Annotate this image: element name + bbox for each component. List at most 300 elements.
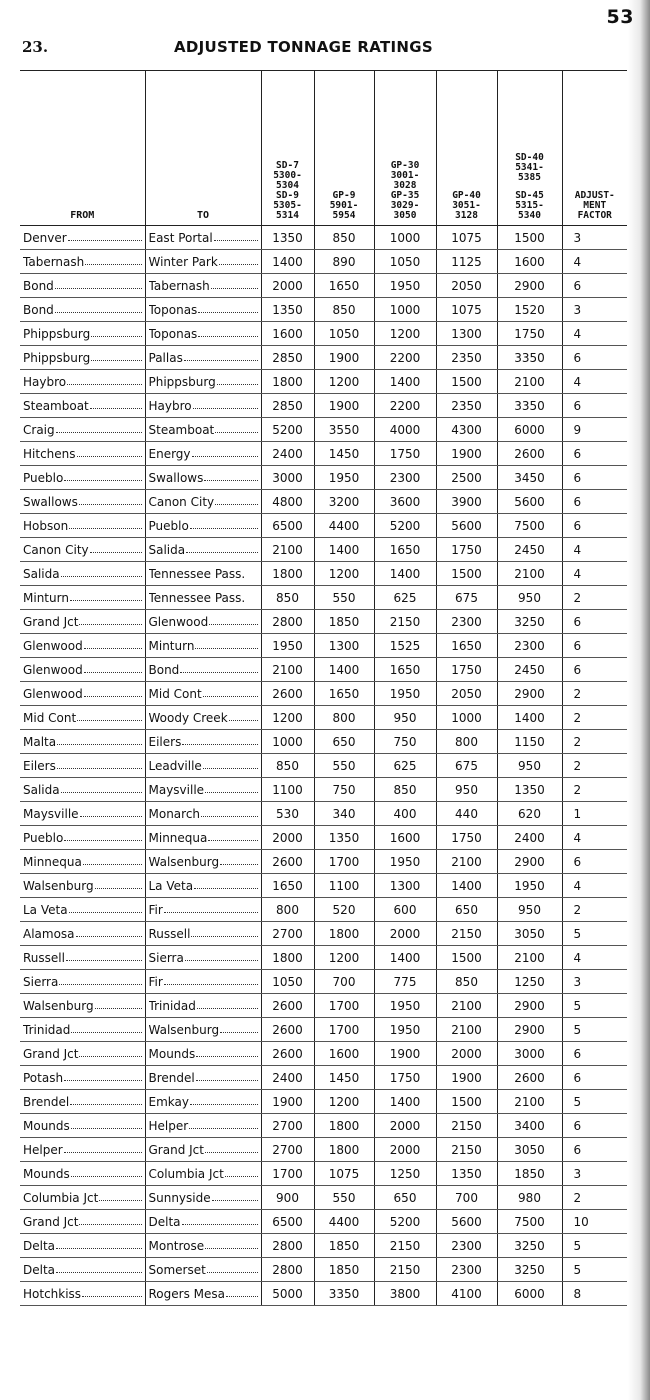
leader-dots	[80, 814, 142, 817]
table-row	[20, 346, 627, 370]
cell-sd40: 3250	[497, 1258, 562, 1282]
table-row	[20, 1162, 627, 1186]
leader-dots	[56, 430, 142, 433]
cell-from	[20, 682, 145, 706]
cell-sd7: 2850	[261, 346, 314, 370]
cell-sd7: 1650	[261, 874, 314, 898]
cell-sd7: 2600	[261, 994, 314, 1018]
cell-gp9: 1800	[314, 1138, 374, 1162]
cell-sd7: 530	[261, 802, 314, 826]
table-header	[20, 71, 627, 226]
cell-sd40: 2100	[497, 1090, 562, 1114]
table-row	[20, 394, 627, 418]
column-header-line: 5304	[276, 180, 299, 191]
cell-from	[20, 610, 145, 634]
leader-dots	[215, 430, 257, 433]
cell-factor: 1	[562, 802, 627, 826]
cell-gp30: 1400	[374, 370, 436, 394]
cell-gp9: 750	[314, 778, 374, 802]
cell-gp30: 1650	[374, 658, 436, 682]
origin-station: Salida	[23, 566, 60, 581]
cell-sd40: 3400	[497, 1114, 562, 1138]
cell-gp9: 1350	[314, 826, 374, 850]
table-row	[20, 922, 627, 946]
column-header-line: 5341-	[515, 162, 544, 173]
table-row	[20, 250, 627, 274]
column-header-line: SD-45	[515, 190, 544, 201]
cell-gp9: 1450	[314, 442, 374, 466]
cell-gp9: 1850	[314, 610, 374, 634]
origin-station: Mounds	[23, 1166, 70, 1181]
table-row	[20, 298, 627, 322]
cell-to	[145, 274, 261, 298]
destination-station: Helper	[148, 1118, 189, 1133]
cell-factor: 2	[562, 898, 627, 922]
destination-station: Somerset	[148, 1262, 206, 1277]
destination-station: Fir	[148, 902, 163, 917]
cell-factor: 2	[562, 778, 627, 802]
leader-dots	[186, 550, 257, 553]
cell-from	[20, 298, 145, 322]
cell-gp9: 1950	[314, 466, 374, 490]
cell-gp9: 890	[314, 250, 374, 274]
destination-station: Toponas	[148, 302, 198, 317]
cell-sd7: 1350	[261, 298, 314, 322]
table-row	[20, 634, 627, 658]
cell-factor: 6	[562, 1138, 627, 1162]
origin-station: Hobson	[23, 518, 69, 533]
table-row	[20, 778, 627, 802]
cell-to	[145, 730, 261, 754]
cell-sd7: 2400	[261, 442, 314, 466]
leader-dots	[205, 1150, 258, 1153]
destination-station: Haybro	[148, 398, 192, 413]
destination-station: Russell	[148, 926, 191, 941]
cell-gp30: 2000	[374, 922, 436, 946]
cell-to	[145, 514, 261, 538]
cell-gp9: 1650	[314, 274, 374, 298]
cell-factor: 4	[562, 538, 627, 562]
cell-sd7: 850	[261, 586, 314, 610]
cell-gp40: 440	[436, 802, 497, 826]
leader-dots	[55, 286, 142, 289]
column-header-gp9	[314, 71, 374, 226]
destination-station: Tennessee Pass.	[148, 590, 246, 605]
destination-station: Bond	[148, 662, 180, 677]
cell-sd40: 7500	[497, 514, 562, 538]
leader-dots	[195, 646, 257, 649]
cell-to	[145, 442, 261, 466]
cell-gp30: 2300	[374, 466, 436, 490]
table-row	[20, 562, 627, 586]
destination-station: Swallows	[148, 470, 204, 485]
leader-dots	[220, 862, 257, 865]
cell-sd7: 2100	[261, 658, 314, 682]
column-header-line: 5340	[518, 210, 541, 221]
cell-gp9: 1800	[314, 1114, 374, 1138]
cell-gp40: 650	[436, 898, 497, 922]
table-row	[20, 1234, 627, 1258]
column-header-line: 3128	[455, 210, 478, 221]
cell-sd7: 2600	[261, 1042, 314, 1066]
cell-factor: 2	[562, 754, 627, 778]
destination-station: Sunnyside	[148, 1190, 211, 1205]
cell-factor: 2	[562, 586, 627, 610]
cell-sd7: 1900	[261, 1090, 314, 1114]
cell-gp40: 2350	[436, 346, 497, 370]
cell-factor: 3	[562, 298, 627, 322]
origin-station: Pueblo	[23, 470, 64, 485]
cell-to	[145, 1186, 261, 1210]
cell-to	[145, 898, 261, 922]
origin-station: Canon City	[23, 542, 89, 557]
cell-gp40: 4100	[436, 1282, 497, 1306]
origin-station: Glenwood	[23, 662, 83, 677]
cell-from	[20, 1210, 145, 1234]
cell-sd7: 1000	[261, 730, 314, 754]
leader-dots	[211, 286, 258, 289]
cell-to	[145, 538, 261, 562]
leader-dots	[84, 646, 142, 649]
cell-gp9: 650	[314, 730, 374, 754]
table-row	[20, 1186, 627, 1210]
cell-sd7: 6500	[261, 1210, 314, 1234]
cell-gp30: 850	[374, 778, 436, 802]
origin-station: Eilers	[23, 758, 56, 773]
cell-from	[20, 1162, 145, 1186]
column-header-line: 3028	[393, 180, 417, 191]
cell-gp9: 1850	[314, 1258, 374, 1282]
destination-station: Toponas	[148, 326, 198, 341]
leader-dots	[90, 550, 142, 553]
column-header-line: 3051-	[452, 200, 481, 211]
cell-gp9: 1700	[314, 1018, 374, 1042]
tonnage-ratings-table	[20, 70, 627, 1306]
cell-gp30: 1400	[374, 562, 436, 586]
leader-dots	[182, 742, 257, 745]
cell-sd40: 3250	[497, 610, 562, 634]
cell-from	[20, 778, 145, 802]
cell-sd7: 850	[261, 754, 314, 778]
cell-factor: 5	[562, 1258, 627, 1282]
cell-from	[20, 490, 145, 514]
cell-sd40: 3450	[497, 466, 562, 490]
cell-gp40: 1900	[436, 442, 497, 466]
table-row	[20, 1138, 627, 1162]
cell-gp40: 675	[436, 586, 497, 610]
cell-factor: 6	[562, 1066, 627, 1090]
cell-sd7: 5000	[261, 1282, 314, 1306]
cell-sd40: 2900	[497, 1018, 562, 1042]
cell-gp30: 2000	[374, 1138, 436, 1162]
cell-sd40: 2900	[497, 994, 562, 1018]
leader-dots	[207, 1270, 258, 1273]
leader-dots	[79, 1054, 141, 1057]
cell-gp30: 2150	[374, 610, 436, 634]
destination-station: Winter Park	[148, 254, 218, 269]
leader-dots	[70, 1102, 141, 1105]
cell-gp30: 1750	[374, 442, 436, 466]
column-header-line: 5300-	[273, 170, 302, 181]
table-row	[20, 802, 627, 826]
cell-gp9: 850	[314, 298, 374, 322]
table-row	[20, 754, 627, 778]
leader-dots	[61, 790, 142, 793]
cell-from	[20, 586, 145, 610]
leader-dots	[91, 334, 141, 337]
cell-sd7: 2800	[261, 1258, 314, 1282]
origin-station: Hotchkiss	[23, 1286, 82, 1301]
cell-from	[20, 802, 145, 826]
cell-gp9: 700	[314, 970, 374, 994]
leader-dots	[59, 982, 141, 985]
column-header-gp40	[436, 71, 497, 226]
column-header-line: SD-9	[276, 190, 299, 201]
leader-dots	[95, 1006, 142, 1009]
cell-factor: 9	[562, 418, 627, 442]
cell-from	[20, 898, 145, 922]
cell-sd40: 2100	[497, 946, 562, 970]
destination-station: Pallas	[148, 350, 183, 365]
cell-gp9: 1400	[314, 658, 374, 682]
leader-dots	[193, 406, 258, 409]
cell-sd7: 2000	[261, 826, 314, 850]
leader-dots	[77, 454, 142, 457]
cell-gp9: 1650	[314, 682, 374, 706]
cell-gp9: 1900	[314, 346, 374, 370]
leader-dots	[205, 790, 257, 793]
cell-to	[145, 394, 261, 418]
origin-station: Glenwood	[23, 686, 83, 701]
cell-gp40: 1500	[436, 1090, 497, 1114]
destination-station: Minturn	[148, 638, 195, 653]
table-row	[20, 514, 627, 538]
leader-dots	[64, 1078, 141, 1081]
origin-station: Helper	[23, 1142, 63, 1157]
table-row	[20, 1066, 627, 1090]
cell-from	[20, 1018, 145, 1042]
cell-sd40: 980	[497, 1186, 562, 1210]
cell-from	[20, 1258, 145, 1282]
cell-gp30: 2150	[374, 1234, 436, 1258]
destination-station: Canon City	[148, 494, 215, 509]
cell-gp30: 625	[374, 754, 436, 778]
origin-station: Russell	[23, 950, 65, 965]
origin-station: Potash	[23, 1070, 64, 1085]
table-row	[20, 610, 627, 634]
cell-sd40: 1750	[497, 322, 562, 346]
leader-dots	[180, 670, 257, 673]
cell-factor: 6	[562, 634, 627, 658]
leader-dots	[68, 238, 142, 241]
table-row	[20, 490, 627, 514]
cell-gp30: 2150	[374, 1258, 436, 1282]
leader-dots	[77, 718, 141, 721]
leader-dots	[226, 1294, 258, 1297]
cell-factor: 4	[562, 826, 627, 850]
cell-gp30: 1950	[374, 682, 436, 706]
cell-gp30: 950	[374, 706, 436, 730]
table-row	[20, 226, 627, 250]
cell-gp40: 2350	[436, 394, 497, 418]
leader-dots	[197, 1006, 258, 1009]
leader-dots	[190, 1102, 258, 1105]
cell-gp9: 3350	[314, 1282, 374, 1306]
origin-station: Pueblo	[23, 830, 64, 845]
column-header-line: SD-40	[515, 152, 544, 163]
cell-from	[20, 442, 145, 466]
table-row	[20, 274, 627, 298]
leader-dots	[203, 766, 258, 769]
cell-from	[20, 826, 145, 850]
cell-to	[145, 970, 261, 994]
cell-sd7: 1800	[261, 946, 314, 970]
table-row	[20, 442, 627, 466]
cell-from	[20, 1234, 145, 1258]
cell-gp40: 1350	[436, 1162, 497, 1186]
cell-to	[145, 1066, 261, 1090]
origin-station: Mounds	[23, 1118, 70, 1133]
cell-from	[20, 562, 145, 586]
cell-gp40: 5600	[436, 514, 497, 538]
cell-gp9: 1850	[314, 1234, 374, 1258]
column-header-sd40	[497, 71, 562, 226]
cell-from	[20, 850, 145, 874]
destination-station: Montrose	[148, 1238, 205, 1253]
cell-factor: 4	[562, 562, 627, 586]
cell-factor: 10	[562, 1210, 627, 1234]
cell-factor: 4	[562, 946, 627, 970]
cell-sd7: 2000	[261, 274, 314, 298]
cell-sd7: 1950	[261, 634, 314, 658]
cell-to	[145, 586, 261, 610]
cell-factor: 4	[562, 250, 627, 274]
destination-station: Salida	[148, 542, 186, 557]
cell-sd7: 900	[261, 1186, 314, 1210]
cell-to	[145, 682, 261, 706]
cell-factor: 3	[562, 970, 627, 994]
origin-station: Columbia Jct	[23, 1190, 99, 1205]
cell-gp40: 1650	[436, 634, 497, 658]
cell-gp9: 3200	[314, 490, 374, 514]
leader-dots	[182, 1222, 258, 1225]
leader-dots	[84, 670, 142, 673]
column-header-line: GP-40	[452, 190, 481, 201]
cell-gp30: 775	[374, 970, 436, 994]
column-header-line: 3029-	[390, 200, 420, 211]
cell-gp30: 1050	[374, 250, 436, 274]
table-row	[20, 1210, 627, 1234]
cell-sd40: 1520	[497, 298, 562, 322]
cell-sd7: 1800	[261, 562, 314, 586]
cell-from	[20, 274, 145, 298]
cell-sd40: 1250	[497, 970, 562, 994]
leader-dots	[196, 1054, 257, 1057]
cell-to	[145, 850, 261, 874]
cell-gp30: 2000	[374, 1114, 436, 1138]
origin-station: Brendel	[23, 1094, 70, 1109]
cell-sd7: 2400	[261, 1066, 314, 1090]
cell-gp30: 1900	[374, 1042, 436, 1066]
column-header-sd7	[261, 71, 314, 226]
table-row	[20, 1018, 627, 1042]
page-curl-shadow	[628, 0, 650, 1400]
origin-station: Walsenburg	[23, 998, 94, 1013]
table-row	[20, 970, 627, 994]
cell-to	[145, 994, 261, 1018]
cell-sd40: 2100	[497, 562, 562, 586]
destination-station: La Veta	[148, 878, 194, 893]
cell-sd7: 6500	[261, 514, 314, 538]
cell-sd7: 2700	[261, 1114, 314, 1138]
cell-factor: 5	[562, 1018, 627, 1042]
cell-gp30: 1525	[374, 634, 436, 658]
cell-from	[20, 1042, 145, 1066]
cell-sd40: 6000	[497, 1282, 562, 1306]
leader-dots	[198, 334, 257, 337]
cell-sd40: 7500	[497, 1210, 562, 1234]
cell-sd7: 800	[261, 898, 314, 922]
origin-station: Steamboat	[23, 398, 89, 413]
cell-gp40: 2150	[436, 1114, 497, 1138]
cell-factor: 2	[562, 1186, 627, 1210]
cell-to	[145, 1234, 261, 1258]
leader-dots	[82, 1294, 141, 1297]
cell-gp30: 1950	[374, 274, 436, 298]
cell-to	[145, 226, 261, 250]
destination-station: Minnequa	[148, 830, 208, 845]
destination-station: Mounds	[148, 1046, 196, 1061]
cell-sd40: 6000	[497, 418, 562, 442]
cell-to	[145, 922, 261, 946]
table-row	[20, 730, 627, 754]
cell-from	[20, 1138, 145, 1162]
cell-from	[20, 730, 145, 754]
cell-to	[145, 1162, 261, 1186]
cell-sd40: 1150	[497, 730, 562, 754]
origin-station: Denver	[23, 230, 67, 245]
cell-sd7: 1200	[261, 706, 314, 730]
cell-gp30: 625	[374, 586, 436, 610]
cell-gp30: 1950	[374, 994, 436, 1018]
cell-factor: 5	[562, 994, 627, 1018]
origin-station: Phippsburg	[23, 326, 91, 341]
leader-dots	[208, 838, 257, 841]
origin-station: Mid Cont	[23, 710, 77, 725]
cell-sd40: 2400	[497, 826, 562, 850]
leader-dots	[194, 886, 257, 889]
leader-dots	[71, 1174, 142, 1177]
cell-gp40: 1500	[436, 370, 497, 394]
cell-sd40: 2100	[497, 370, 562, 394]
cell-gp40: 675	[436, 754, 497, 778]
origin-station: Trinidad	[23, 1022, 71, 1037]
cell-from	[20, 1114, 145, 1138]
leader-dots	[225, 1174, 258, 1177]
cell-sd40: 2900	[497, 682, 562, 706]
destination-station: Energy	[148, 446, 191, 461]
destination-station: Emkay	[148, 1094, 189, 1109]
cell-sd40: 1400	[497, 706, 562, 730]
destination-station: Tennessee Pass.	[148, 566, 246, 581]
cell-gp9: 1400	[314, 538, 374, 562]
cell-sd7: 1600	[261, 322, 314, 346]
cell-gp9: 1075	[314, 1162, 374, 1186]
cell-gp30: 1950	[374, 1018, 436, 1042]
cell-factor: 6	[562, 442, 627, 466]
cell-sd40: 2450	[497, 538, 562, 562]
origin-station: Delta	[23, 1262, 56, 1277]
